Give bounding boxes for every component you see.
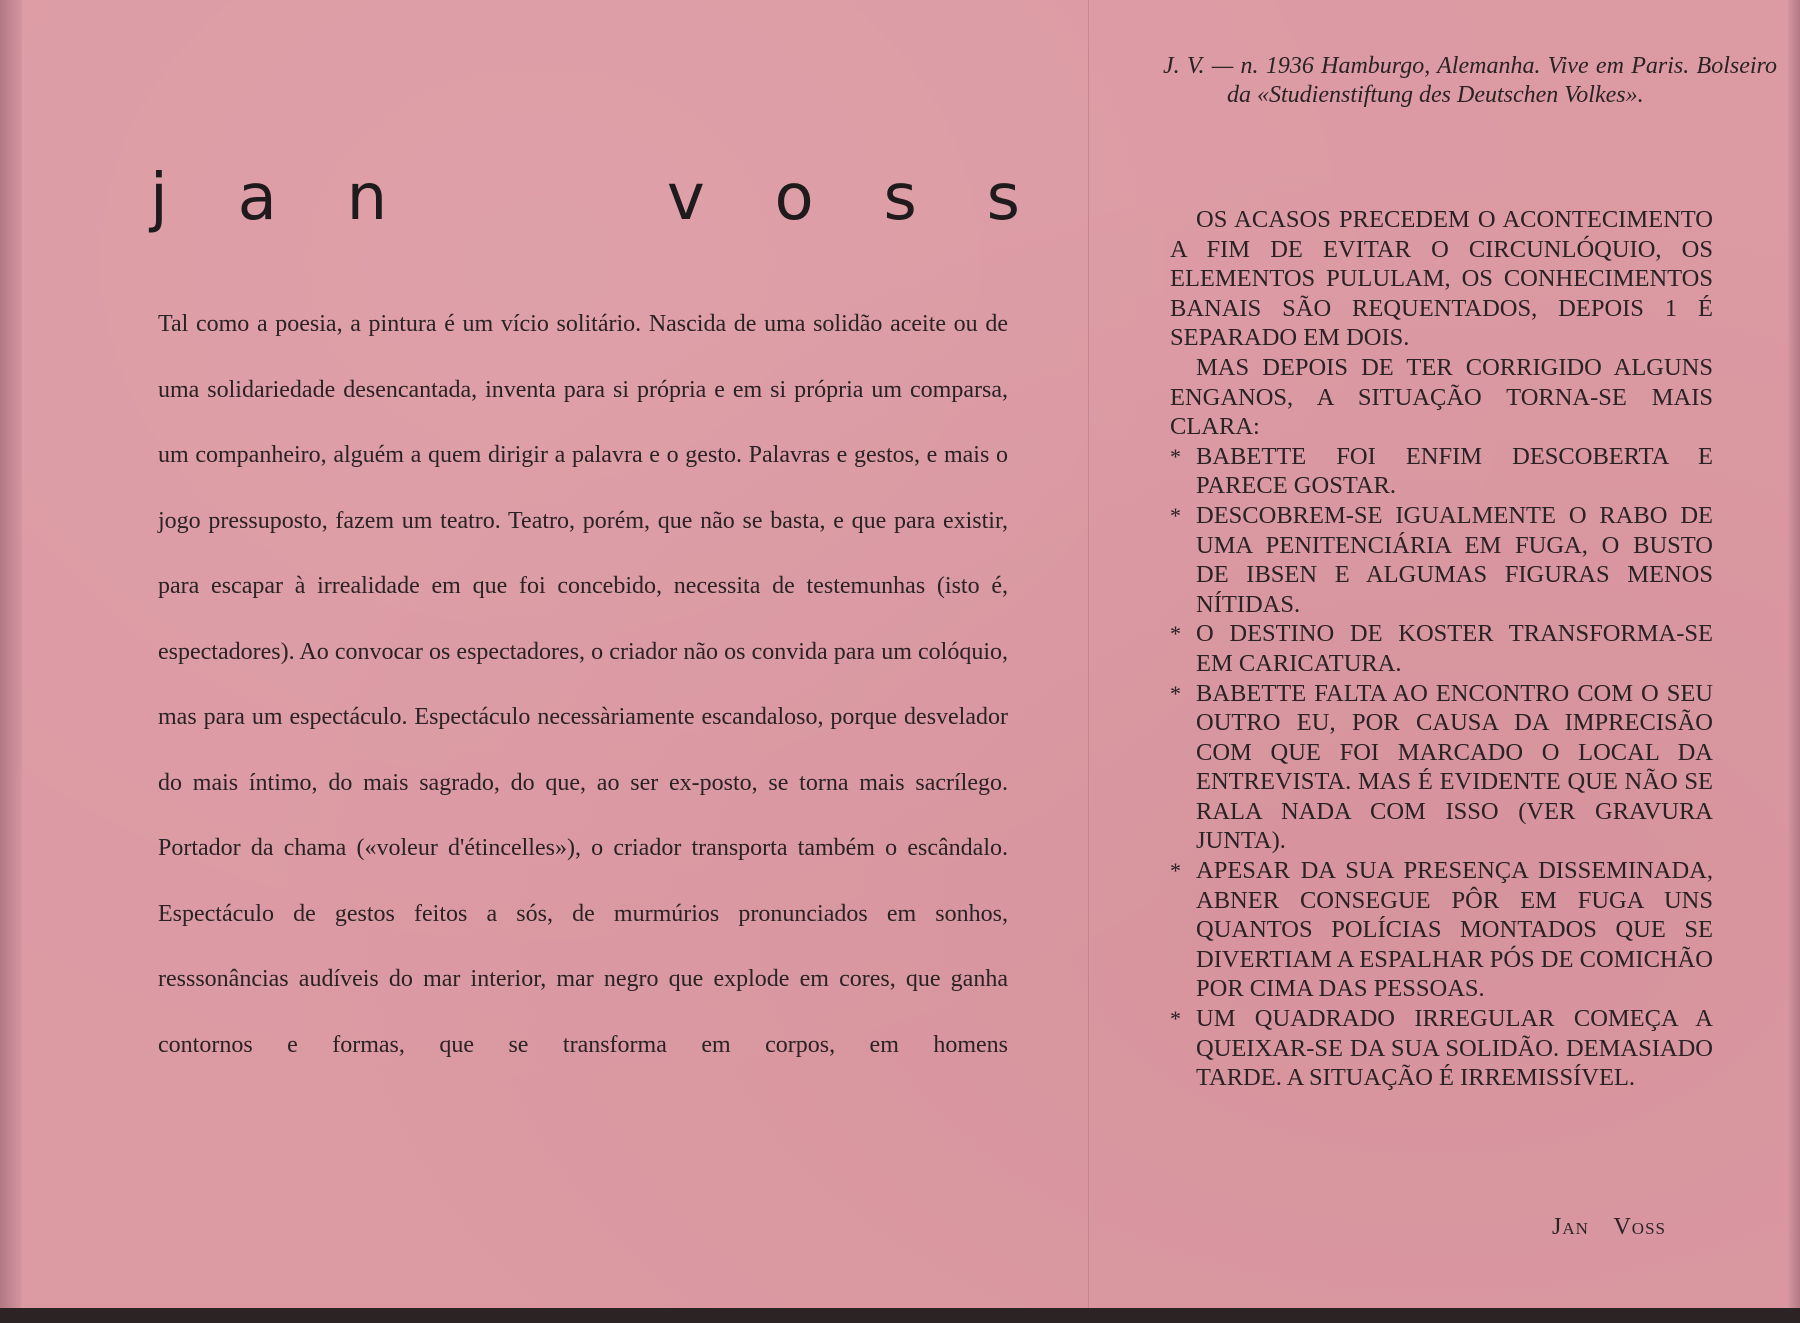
asterisk-icon: * [1170, 1006, 1181, 1032]
asterisk-icon: * [1170, 858, 1181, 884]
statement-item [1170, 619, 1713, 678]
statement-item [1170, 856, 1713, 1004]
bottom-shadow [0, 1308, 1800, 1323]
title-letter: v [666, 161, 705, 235]
essay-text [158, 292, 1008, 1078]
statement-item-text: O DESTINO DE KOSTER TRANSFORMA-SE EM CARICATURA. [1196, 620, 1713, 677]
page-edge-left [0, 0, 22, 1308]
statement-item-text: DESCOBREM-SE IGUALMENTE O RABO DE UMA PENITENCIÁRIA EM FUGA, O BUSTO DE IBSEN E ALGUMAS FIGURAS MENOS NÍTIDAS. [1196, 501, 1713, 618]
statement-item-text: UM QUADRADO IRREGULAR COMEÇA A QUEIXAR-SE DA SUA SOLIDÃO. DEMASIADO TARDE. A SITUAÇÃO É IRREMISSÍVEL. [1196, 1005, 1713, 1092]
artist-bio: J. V. — n. 1936 Hamburgo, Alemanha. Vive em Paris. Bolseiro da «Studienstiftung des Deutschen Volkes». [1163, 53, 1777, 108]
statement-paragraph: MAS DEPOIS DE TER CORRIGIDO ALGUNS ENGANOS, A SITUAÇÃO TORNA-SE MAIS CLARA: [1170, 353, 1713, 441]
title-letter: s [883, 161, 917, 235]
statement-item [1170, 1004, 1713, 1093]
asterisk-icon: * [1170, 443, 1181, 469]
page-edge-right [1788, 0, 1800, 1308]
statement-item [1170, 442, 1713, 501]
asterisk-icon: * [1170, 502, 1181, 528]
title-letter: s [986, 161, 1020, 235]
artist-title [150, 150, 1020, 235]
page-fold [1088, 0, 1090, 1308]
essay-paragraph: Tal como a poesia, a pintura é um vício solitário. Nascida de uma solidão aceite ou de uma solidariedade desencantada, inventa para si própria e em si própria um comparsa, um companheiro, alguém a quem dirigir a palavra e o gesto. Palavras e gestos, e mais o jogo pressuposto, fazem um teatro. Teatro, porém, que não se basta, e que para existir, para escapar à irrealidade em que foi concebido, necessita de testemunhas (isto é, espectadores). Ao convocar os espectadores, o criador não os convida para um colóquio, mas para um espectáculo. Espectáculo necessàriamente escandaloso, porque desvelador do mais íntimo, do mais sagrado, do que, ao ser ex-posto, se torna mais sacrílego. Portador da chama («voleur d'étincelles»), o criador transporta também o escândalo. Espectáculo de gestos feitos a sós, de murmúrios pronunciados em sonhos, resssonâncias audíveis do mar interior, mar negro que explode em cores, que ganha contornos e formas, que se transforma em corpos, em homens [158, 311, 1008, 1058]
title-letter: n [346, 161, 388, 235]
statement-item [1170, 679, 1713, 857]
statement-item-text: APESAR DA SUA PRESENÇA DISSEMINADA, ABNER CONSEGUE PÔR EM FUGA UNS QUANTOS POLÍCIAS MONTADOS QUE SE DIVERTIAM A ESPALHAR PÓS DE COMICHÃO POR CIMA DAS PESSOAS. [1196, 857, 1713, 1003]
statement-paragraph: OS ACASOS PRECEDEM O ACONTECIMENTO A FIM DE EVITAR O CIRCUNLÓQUIO, OS ELEMENTOS PULULAM, OS CONHECIMENTOS BANAIS SÃO REQUENTADOS, DEPOIS 1 É SEPARADO EM DOIS. [1170, 206, 1713, 352]
statement-item-text: BABETTE FOI ENFIM DESCOBERTA E PARECE GOSTAR. [1196, 442, 1713, 500]
signature: Jan Voss [1552, 1214, 1666, 1240]
statement-item [1170, 501, 1713, 619]
title-letter: j [150, 161, 168, 235]
asterisk-icon: * [1170, 680, 1181, 706]
title-letter: o [774, 161, 814, 235]
statement-item-text: BABETTE FALTA AO ENCONTRO COM O SEU OUTRO EU, POR CAUSA DA IMPRECISÃO COM QUE FOI MARCADO O LOCAL DA ENTREVISTA. MAS É EVIDENTE QUE NÃO SE RALA NADA COM ISSO (VER GRAVURA JUNTA). [1196, 679, 1713, 855]
title-letter: a [237, 161, 277, 235]
artist-statement [1170, 205, 1713, 1093]
asterisk-icon: * [1170, 621, 1181, 647]
